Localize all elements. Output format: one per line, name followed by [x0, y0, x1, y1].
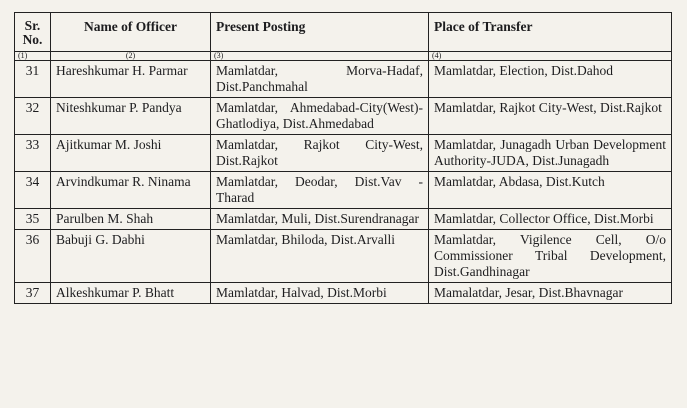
column-number-row [15, 52, 672, 61]
sr-no-cell: 37 [15, 283, 51, 304]
table-row [15, 61, 672, 98]
header-name-of-officer: Name of Officer [51, 13, 211, 52]
column-number: (4) [429, 52, 672, 61]
officer-name-cell: Arvindkumar R. Ninama [51, 172, 211, 209]
officer-name-cell: Niteshkumar P. Pandya [51, 98, 211, 135]
place-of-transfer-cell: Mamlatdar, Junagadh Urban Development Authority-JUDA, Dist.Junagadh [429, 135, 672, 172]
table-row [15, 172, 672, 209]
sr-no-cell: 35 [15, 209, 51, 230]
sr-no-cell: 33 [15, 135, 51, 172]
present-posting-cell: Mamlatdar, Ahmedabad-City(West)-Ghatlodiya, Dist.Ahmedabad [211, 98, 429, 135]
header-row [15, 13, 672, 52]
place-of-transfer-cell: Mamlatdar, Collector Office, Dist.Morbi [429, 209, 672, 230]
place-of-transfer-cell: Mamalatdar, Jesar, Dist.Bhavnagar [429, 283, 672, 304]
officer-name-cell: Ajitkumar M. Joshi [51, 135, 211, 172]
transfer-table [14, 12, 672, 304]
place-of-transfer-cell: Mamlatdar, Rajkot City-West, Dist.Rajkot [429, 98, 672, 135]
table-row [15, 283, 672, 304]
sr-no-cell: 36 [15, 230, 51, 283]
present-posting-cell: Mamlatdar, Deodar, Dist.Vav - Tharad [211, 172, 429, 209]
present-posting-cell: Mamlatdar, Morva-Hadaf, Dist.Panchmahal [211, 61, 429, 98]
present-posting-cell: Mamlatdar, Muli, Dist.Surendranagar [211, 209, 429, 230]
column-number: (2) [51, 52, 211, 61]
place-of-transfer-cell: Mamlatdar, Vigilence Cell, O/o Commissioner Tribal Development, Dist.Gandhinagar [429, 230, 672, 283]
column-number: (3) [211, 52, 429, 61]
officer-name-cell: Parulben M. Shah [51, 209, 211, 230]
table-row [15, 135, 672, 172]
column-number: (1) [15, 52, 51, 61]
officer-name-cell: Babuji G. Dabhi [51, 230, 211, 283]
sr-no-cell: 31 [15, 61, 51, 98]
present-posting-cell: Mamlatdar, Rajkot City-West, Dist.Rajkot [211, 135, 429, 172]
sr-no-cell: 34 [15, 172, 51, 209]
officer-name-cell: Hareshkumar H. Parmar [51, 61, 211, 98]
table-row [15, 209, 672, 230]
header-sr-no: Sr. No. [15, 13, 51, 52]
table-row [15, 98, 672, 135]
sr-no-cell: 32 [15, 98, 51, 135]
header-place-of-transfer: Place of Transfer [429, 13, 672, 52]
header-present-posting: Present Posting [211, 13, 429, 52]
table-row [15, 230, 672, 283]
place-of-transfer-cell: Mamlatdar, Abdasa, Dist.Kutch [429, 172, 672, 209]
present-posting-cell: Mamlatdar, Halvad, Dist.Morbi [211, 283, 429, 304]
present-posting-cell: Mamlatdar, Bhiloda, Dist.Arvalli [211, 230, 429, 283]
officer-name-cell: Alkeshkumar P. Bhatt [51, 283, 211, 304]
place-of-transfer-cell: Mamlatdar, Election, Dist.Dahod [429, 61, 672, 98]
